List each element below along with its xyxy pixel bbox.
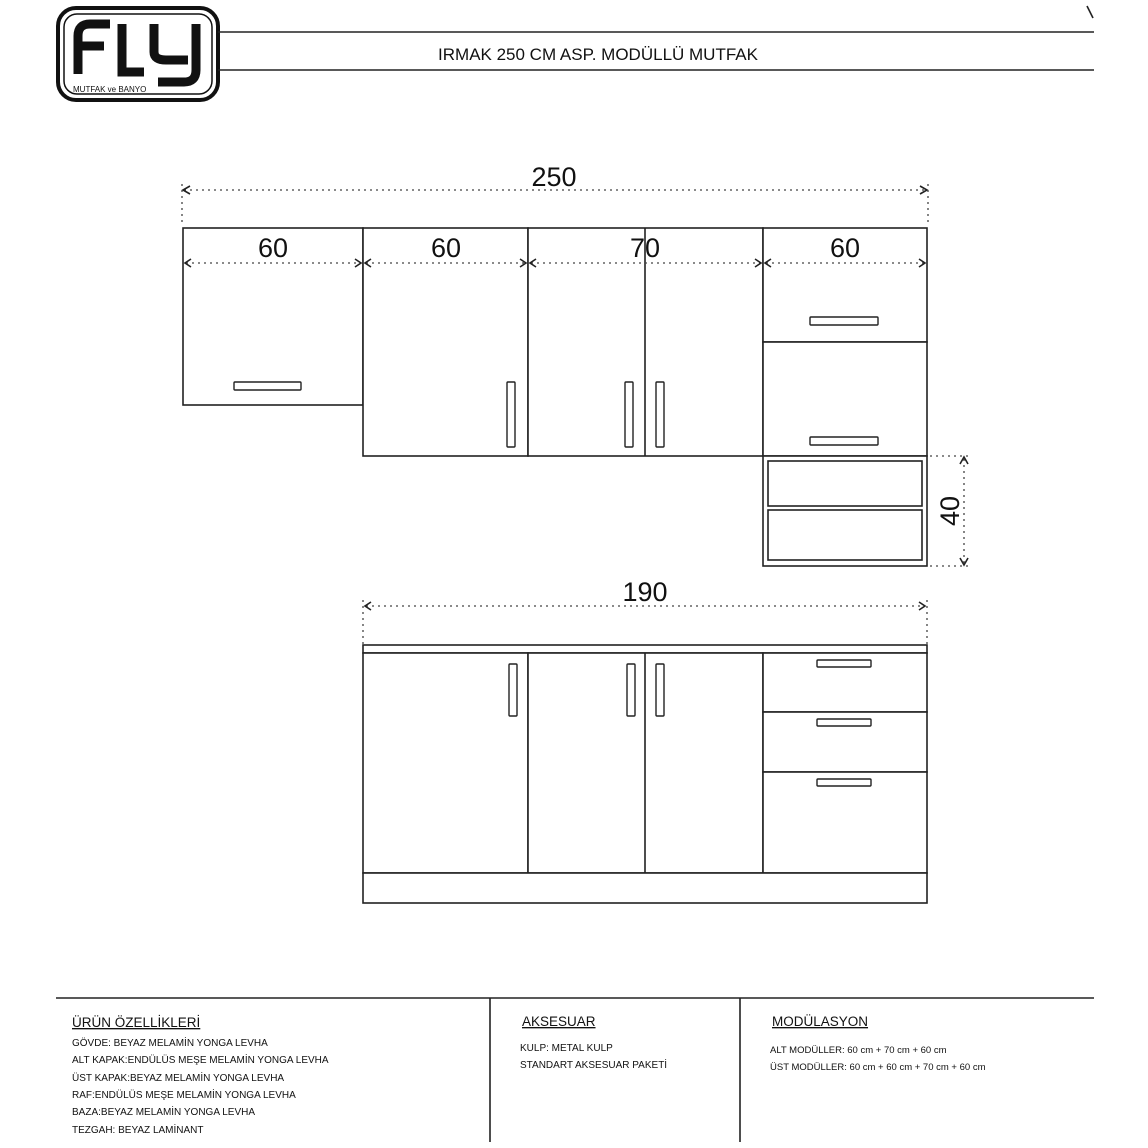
page-title: IRMAK 250 CM ASP. MODÜLLÜ MUTFAK <box>438 45 758 64</box>
plinth <box>363 873 927 903</box>
specs-item-5: BAZA:BEYAZ MELAMİN YONGA LEVHA <box>72 1107 256 1118</box>
hood-module-upper-shelf <box>768 461 922 506</box>
upper-module-4-width: 60 <box>829 233 861 263</box>
brand-logo <box>58 8 218 100</box>
base-drawer-3-handle <box>817 779 871 786</box>
upper-module-3-width: 70 <box>629 233 661 263</box>
upper-module-4-top-handle <box>810 317 878 325</box>
logo-subtitle: MUTFAK ve BANYO <box>73 85 147 94</box>
modulation-title: MODÜLASYON <box>772 1014 869 1029</box>
specs-item-1: GÖVDE: BEYAZ MELAMİN YONGA LEVHA <box>72 1038 268 1049</box>
specs-item-6: TEZGAH: BEYAZ LAMİNANT <box>72 1125 204 1136</box>
upper-module-1-width: 60 <box>257 233 289 263</box>
base-cabinets <box>363 645 927 903</box>
accessories-title: AKSESUAR <box>522 1014 596 1029</box>
accessories-item-1: KULP: METAL KULP <box>520 1043 613 1054</box>
base-drawer-2-handle <box>817 719 871 726</box>
base-module-2-left-handle <box>627 664 635 716</box>
base-module-2-right-handle <box>656 664 664 716</box>
countertop <box>363 645 927 653</box>
modulation-section <box>770 1014 986 1073</box>
specs-section <box>72 1015 329 1136</box>
specs-item-4: RAF:ENDÜLÜS MEŞE MELAMİN YONGA LEVHA <box>72 1090 296 1101</box>
accessories-item-2: STANDART AKSESUAR PAKETİ <box>520 1060 668 1071</box>
base-module-1-handle <box>509 664 517 716</box>
upper-module-2-handle <box>507 382 515 447</box>
modulation-item-2: ÜST MODÜLLER: 60 cm + 60 cm + 70 cm + 60 cm <box>770 1062 986 1073</box>
base-width-label: 190 <box>622 577 668 607</box>
overall-width-dimension <box>182 162 928 226</box>
base-drawer-1-handle <box>817 660 871 667</box>
hood-height-label: 40 <box>935 495 965 527</box>
upper-cabinets <box>183 228 927 566</box>
hood-height-dimension <box>930 456 968 566</box>
upper-module-3-left-handle <box>625 382 633 447</box>
base-width-dimension <box>363 577 927 644</box>
specs-item-2: ALT KAPAK:ENDÜLÜS MEŞE MELAMİN YONGA LEVHA <box>72 1055 329 1066</box>
modulation-item-1: ALT MODÜLLER: 60 cm + 70 cm + 60 cm <box>770 1045 947 1056</box>
header-corner-mark <box>1087 6 1093 18</box>
hood-module-lower-shelf <box>768 510 922 560</box>
accessories-section <box>520 1014 667 1071</box>
base-drawer-3 <box>763 772 927 873</box>
upper-module-1-handle <box>234 382 301 390</box>
upper-module-2-width: 60 <box>430 233 462 263</box>
upper-module-3-right-handle <box>656 382 664 447</box>
base-module-1 <box>363 653 528 873</box>
specs-item-3: ÜST KAPAK:BEYAZ MELAMİN YONGA LEVHA <box>72 1073 285 1084</box>
upper-module-4-bottom-handle <box>810 437 878 445</box>
overall-width-label: 250 <box>531 162 577 192</box>
specs-title: ÜRÜN ÖZELLİKLERİ <box>72 1015 201 1030</box>
